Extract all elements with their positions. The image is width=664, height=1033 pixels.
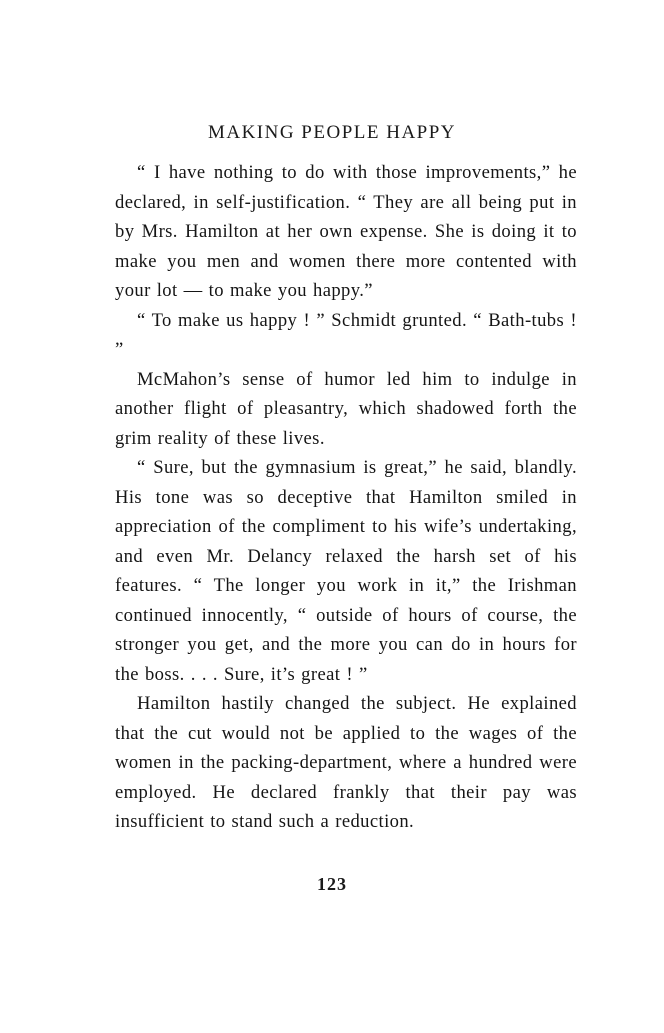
paragraph-5: Hamilton hastily changed the subject. He explained that the cut would not be applied to the wages of the women in the packing-department, where a hundred were employed. He declared frankly that their pay was insufficient to stand such a reduction. xyxy=(115,693,577,832)
paragraph-1: “ I have nothing to do with those improvements,” he declared, in self-justification. “ They are all being put in by Mrs. Hamilton at her own expense. She is doing it to make you men and women there more contented with your lot — to make you happy.” xyxy=(115,162,577,301)
paragraph-2: “ To make us happy ! ” Schmidt grunted. “ Bath-tubs ! ” xyxy=(115,309,577,360)
paragraph-3: McMahon’s sense of humor led him to indulge in another flight of pleasantry, which shadowed forth the grim reality of these lives. xyxy=(115,368,577,449)
running-head-title: MAKING PEOPLE HAPPY xyxy=(207,122,457,143)
paragraph-4: “ Sure, but the gymnasium is great,” he said, blandly. His tone was so deceptive that Hamilton smiled in appreciation of the compliment to his wife’s undertaking, and even Mr. Delancy relaxed the harsh set of his features. “ The longer you work in it,” the Irishman continued innocently, “ outside of hours of course, the stronger you get, and the more you can do in hours for the boss. . . . Sure, it’s great ! ” xyxy=(115,457,577,685)
page-number: 123 xyxy=(317,874,347,894)
body-text xyxy=(115,158,577,837)
